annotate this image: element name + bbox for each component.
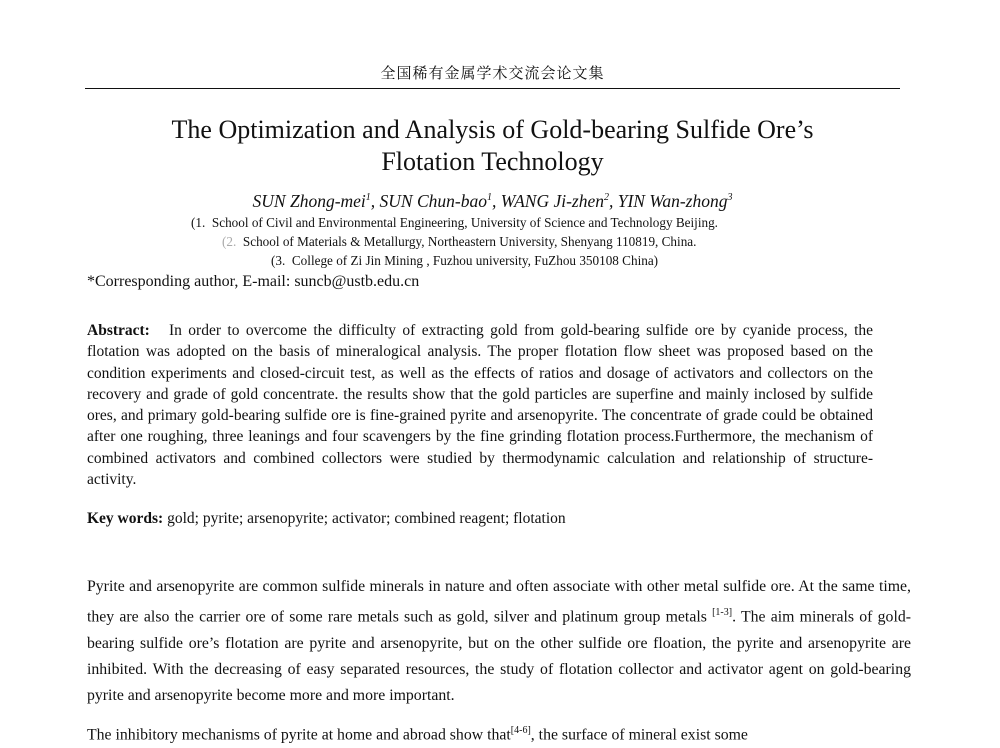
body-paragraph-2: [87, 718, 911, 748]
author-separator: ,: [491, 191, 501, 211]
author-name: YIN Wan-zhong: [617, 191, 728, 211]
affiliation-number: (2.: [222, 234, 237, 249]
title-line-1: The Optimization and Analysis of Gold-bearing Sulfide Ore’s: [171, 115, 814, 144]
author-mark: 3: [727, 192, 733, 204]
corresponding-author: *Corresponding author, E-mail: suncb@ustb.edu.cn: [87, 273, 420, 290]
affiliation-1: [191, 215, 718, 231]
author-mark: 1: [365, 192, 371, 204]
keywords: [87, 510, 566, 528]
affiliation-text: College of Zi Jin Mining , Fuzhou university, FuZhou 350108 China): [291, 253, 659, 268]
abstract-label: Abstract:: [87, 322, 150, 339]
paragraph-text: , the surface of mineral exist some: [530, 726, 748, 744]
keywords-text: gold; pyrite; arsenopyrite; activator; combined reagent; flotation: [167, 510, 566, 527]
affiliation-number: (3.: [271, 253, 286, 268]
paragraph-text: The inhibitory mechanisms of pyrite at home and abroad show that: [87, 726, 511, 744]
running-header: 全国稀有金属学术交流会论文集: [380, 64, 605, 82]
header-rule: [85, 88, 900, 89]
abstract: [87, 320, 873, 490]
citation: [4-6]: [510, 725, 531, 736]
author-name: SUN Chun-bao: [379, 191, 487, 211]
affiliation-text: School of Materials & Metallurgy, Northeastern University, Shenyang 110819, China.: [242, 234, 697, 249]
author-name: SUN Zhong-mei: [252, 191, 366, 211]
author-list: [85, 191, 900, 212]
paper-title: [85, 114, 900, 178]
body-paragraph-1: [87, 574, 911, 709]
affiliation-2: [222, 234, 696, 250]
paragraph-text: . The aim minerals of gold-bearing sulfide ore’s flotation are pyrite and arsenopyrite, but on the other sulfide ore floation, the pyrite and arsenopyrite are inhibited. With the decreasing of easy separated resources, the study of flotation collector and activator agent on gold-bearing pyrite and arsenopyrite become more and more important.: [87, 608, 911, 705]
abstract-text: In order to overcome the difficulty of extracting gold from gold-bearing sulfide ore by cyanide process, the flotation was adopted on the basis of mineralogical analysis. The proper flotation flow sheet was proposed based on the condition experiments and closed-circuit test, as well as the effects of ratios and dosage of activators and collectors on the recovery and grade of gold concentrate. the results show that the gold particles are superfine and mainly inclosed by sulfide ores, and primary gold-bearing sulfide ore is fine-grained pyrite and arsenopyrite. The concentrate of grade could be obtained after one roughing, three leanings and four scavengers by the fine grinding flotation process.Furthermore, the mechanism of combined activators and combined collectors were studied by thermodynamic calculation and relationship of structure-activity.: [87, 322, 874, 489]
author-mark: 2: [604, 192, 609, 204]
author-separator: ,: [609, 191, 618, 211]
paragraph-text: Pyrite and arsenopyrite are common sulfide minerals in nature and often associate with other metal sulfide ore. At the same time, they are also the carrier ore of some rare metals such as gold, silver and platinum group metals: [87, 578, 911, 626]
author-mark: 1: [486, 192, 492, 204]
citation: [1-3]: [712, 607, 733, 619]
title-line-2: Flotation Technology: [381, 147, 604, 176]
affiliation-3: [271, 253, 658, 269]
author-separator: ,: [370, 191, 380, 211]
affiliation-text: School of Civil and Environmental Engineering, University of Science and Technology Beijing.: [211, 215, 718, 230]
author-name: WANG Ji-zhen: [500, 191, 604, 211]
affiliation-number: (1.: [191, 215, 206, 230]
keywords-label: Key words:: [87, 510, 164, 527]
